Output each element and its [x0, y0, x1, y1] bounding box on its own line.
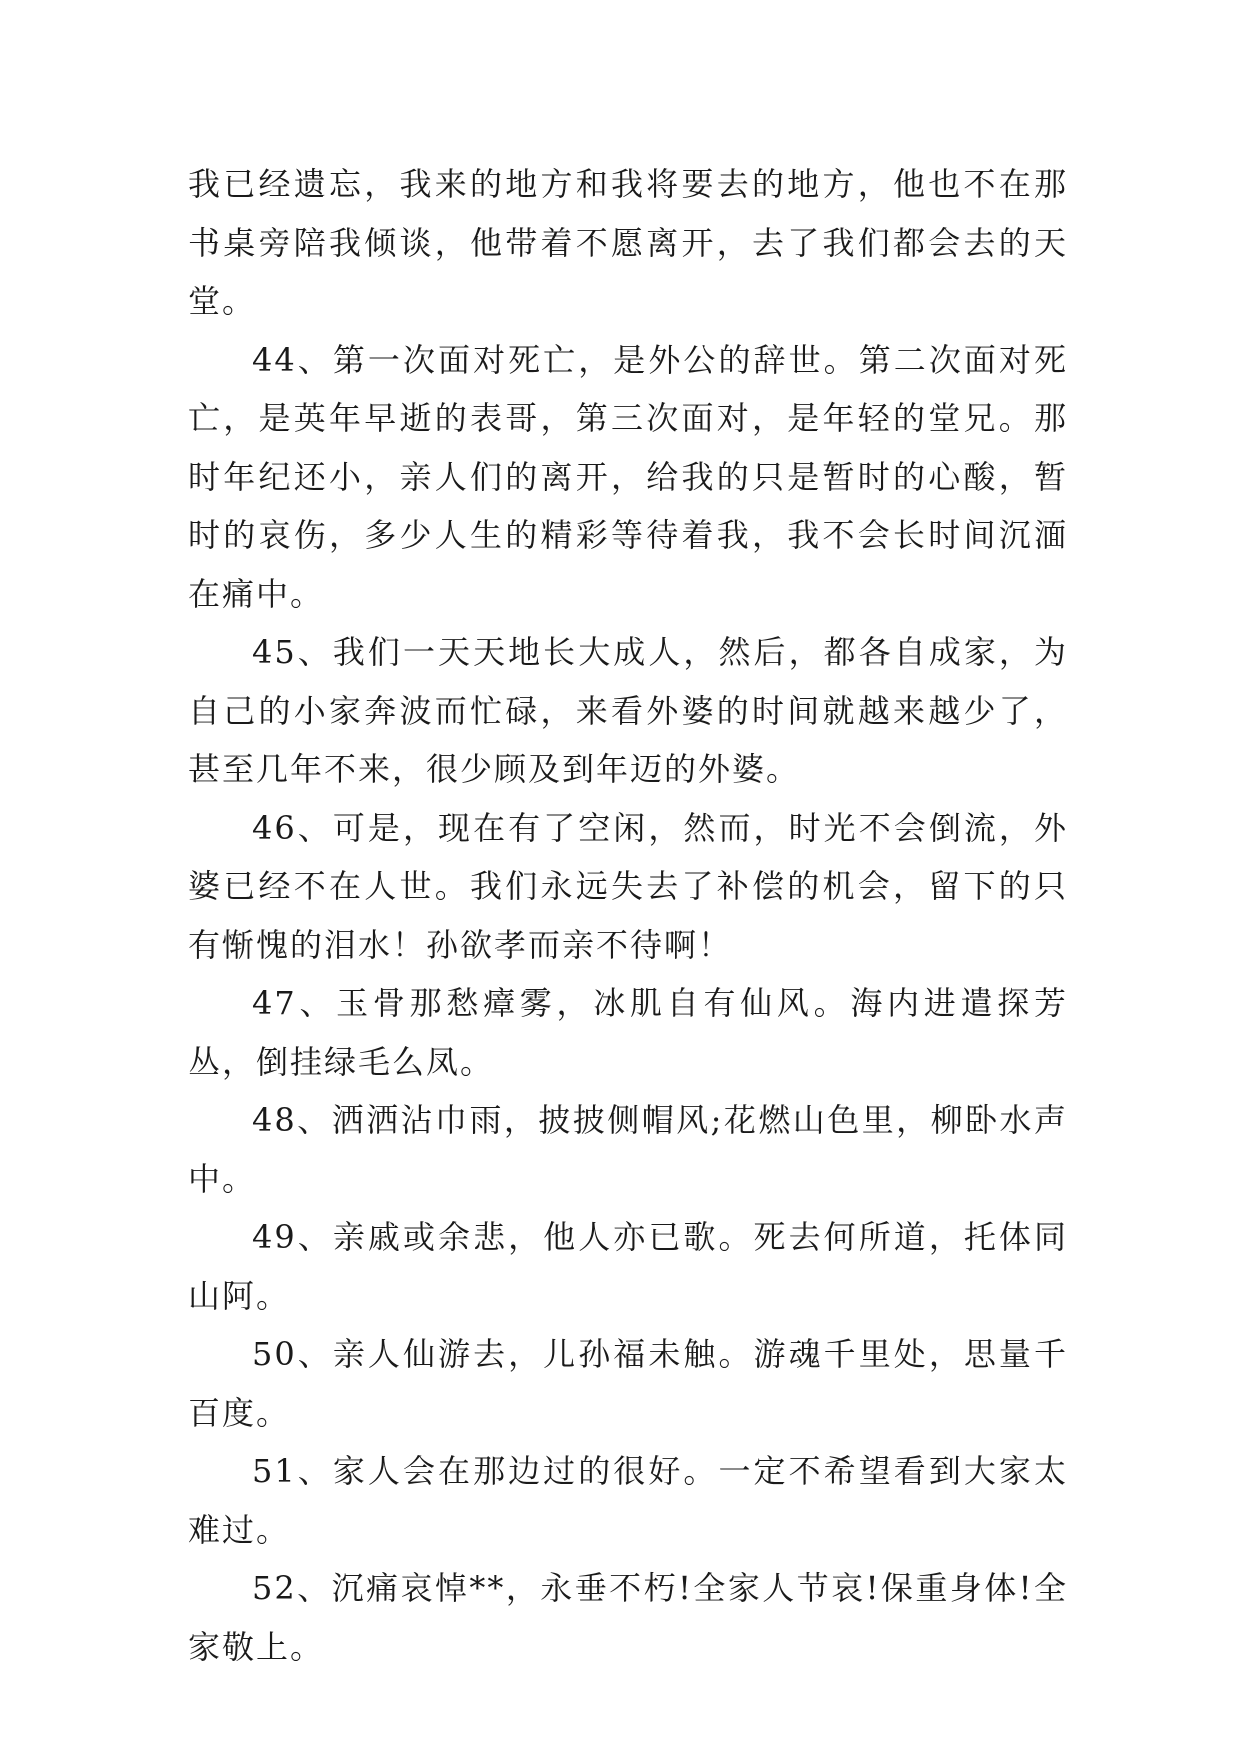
paragraph-44: 44、第一次面对死亡，是外公的辞世。第二次面对死亡，是英年早逝的表哥，第三次面对，是年轻的堂兄。那时年纪还小，亲人们的离开，给我的只是暂时的心酸，暂时的哀伤，多少人生的精彩等待着我，我不会长时间沉湎在痛中。	[188, 340, 1068, 613]
paragraph-47: 47、玉骨那愁瘴雾，冰肌自有仙风。海内进遣探芳丛，倒挂绿毛么凤。	[188, 984, 1068, 1081]
paragraph-continuation: 我已经遗忘，我来的地方和我将要去的地方，他也不在那书桌旁陪我倾谈，他带着不愿离开，去了我们都会去的天堂。	[188, 165, 1068, 320]
paragraph-45: 45、我们一天天地长大成人，然后，都各自成家，为自己的小家奔波而忙碌，来看外婆的时间就越来越少了，甚至几年不来，很少顾及到年迈的外婆。	[188, 633, 1068, 788]
paragraph-50: 50、亲人仙游去，儿孙福未触。游魂千里处，思量千百度。	[188, 1335, 1068, 1432]
paragraph-46: 46、可是，现在有了空闲，然而，时光不会倒流，外婆已经不在人世。我们永远失去了补偿的机会，留下的只有惭愧的泪水！孙欲孝而亲不待啊！	[188, 808, 1068, 964]
paragraph-49: 49、亲戚或余悲，他人亦已歌。死去何所道，托体同山阿。	[188, 1218, 1068, 1315]
paragraph-48: 48、洒洒沾巾雨，披披侧帽风;花燃山色里，柳卧水声中。	[188, 1101, 1068, 1198]
document-body	[188, 155, 1068, 1676]
paragraph-51: 51、家人会在那边过的很好。一定不希望看到大家太难过。	[188, 1452, 1068, 1549]
paragraph-52: 52、沉痛哀悼**，永垂不朽!全家人节哀!保重身体!全家敬上。	[188, 1569, 1068, 1666]
